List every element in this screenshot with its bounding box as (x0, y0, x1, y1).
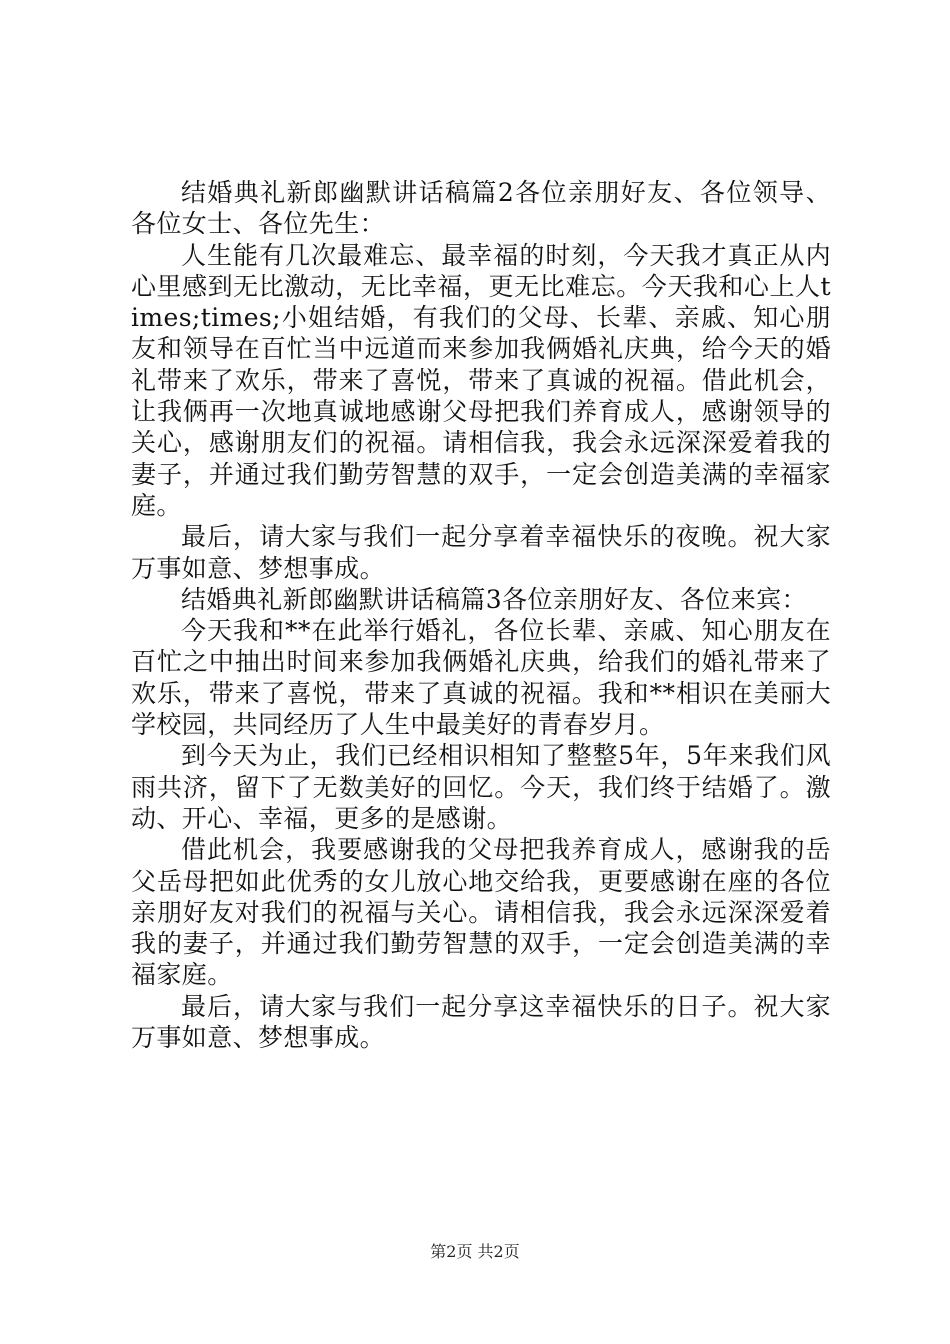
paragraph-closing: 最后，请大家与我们一起分享这幸福快乐的日子。祝大家万事如意、梦想事成。 (131, 991, 831, 1053)
paragraph-body: 到今天为止，我们已经相识相知了整整5年，5年来我们风雨共济，留下了无数美好的回忆。今天，我们终于结婚了。激动、开心、幸福，更多的是感谢。 (131, 741, 831, 833)
document-body (131, 177, 831, 1053)
paragraph-body: 人生能有几次最难忘、最幸福的时刻，今天我才真正从内心里感到无比激动，无比幸福，更无比难忘。今天我和心上人times;times;小姐结婚，有我们的父母、长辈、亲戚、知心朋友和领导在百忙当中远道而来参加我俩婚礼庆典，给今天的婚礼带来了欢乐，带来了喜悦，带来了真诚的祝福。借此机会，让我俩再一次地真诚地感谢父母把我们养育成人，感谢领导的关心，感谢朋友们的祝福。请相信我，我会永远深深爱着我的妻子，并通过我们勤劳智慧的双手，一定会创造美满的幸福家庭。 (131, 240, 831, 520)
paragraph-closing: 最后，请大家与我们一起分享着幸福快乐的夜晚。祝大家万事如意、梦想事成。 (131, 522, 831, 583)
page-number-footer: 第2页 共2页 (430, 1242, 520, 1261)
paragraph-heading-part-3: 结婚典礼新郎幽默讲话稿篇3各位亲朋好友、各位来宾： (181, 584, 807, 614)
paragraph-heading-part-2: 结婚典礼新郎幽默讲话稿篇2各位亲朋好友、各位领导、各位女士、各位先生： (131, 178, 831, 239)
paragraph-body: 今天我和**在此举行婚礼，各位长辈、亲戚、知心朋友在百忙之中抽出时间来参加我俩婚礼庆典，给我们的婚礼带来了欢乐，带来了喜悦，带来了真诚的祝福。我和**相识在美丽大学校园，共同经历了人生中最美好的青春岁月。 (131, 616, 831, 740)
paragraph-body: 借此机会，我要感谢我的父母把我养育成人，感谢我的岳父岳母把如此优秀的女儿放心地交给我，更要感谢在座的各位亲朋好友对我们的祝福与关心。请相信我，我会永远深深爱着我的妻子，并通过我们勤劳智慧的双手，一定会创造美满的幸福家庭。 (131, 835, 831, 990)
